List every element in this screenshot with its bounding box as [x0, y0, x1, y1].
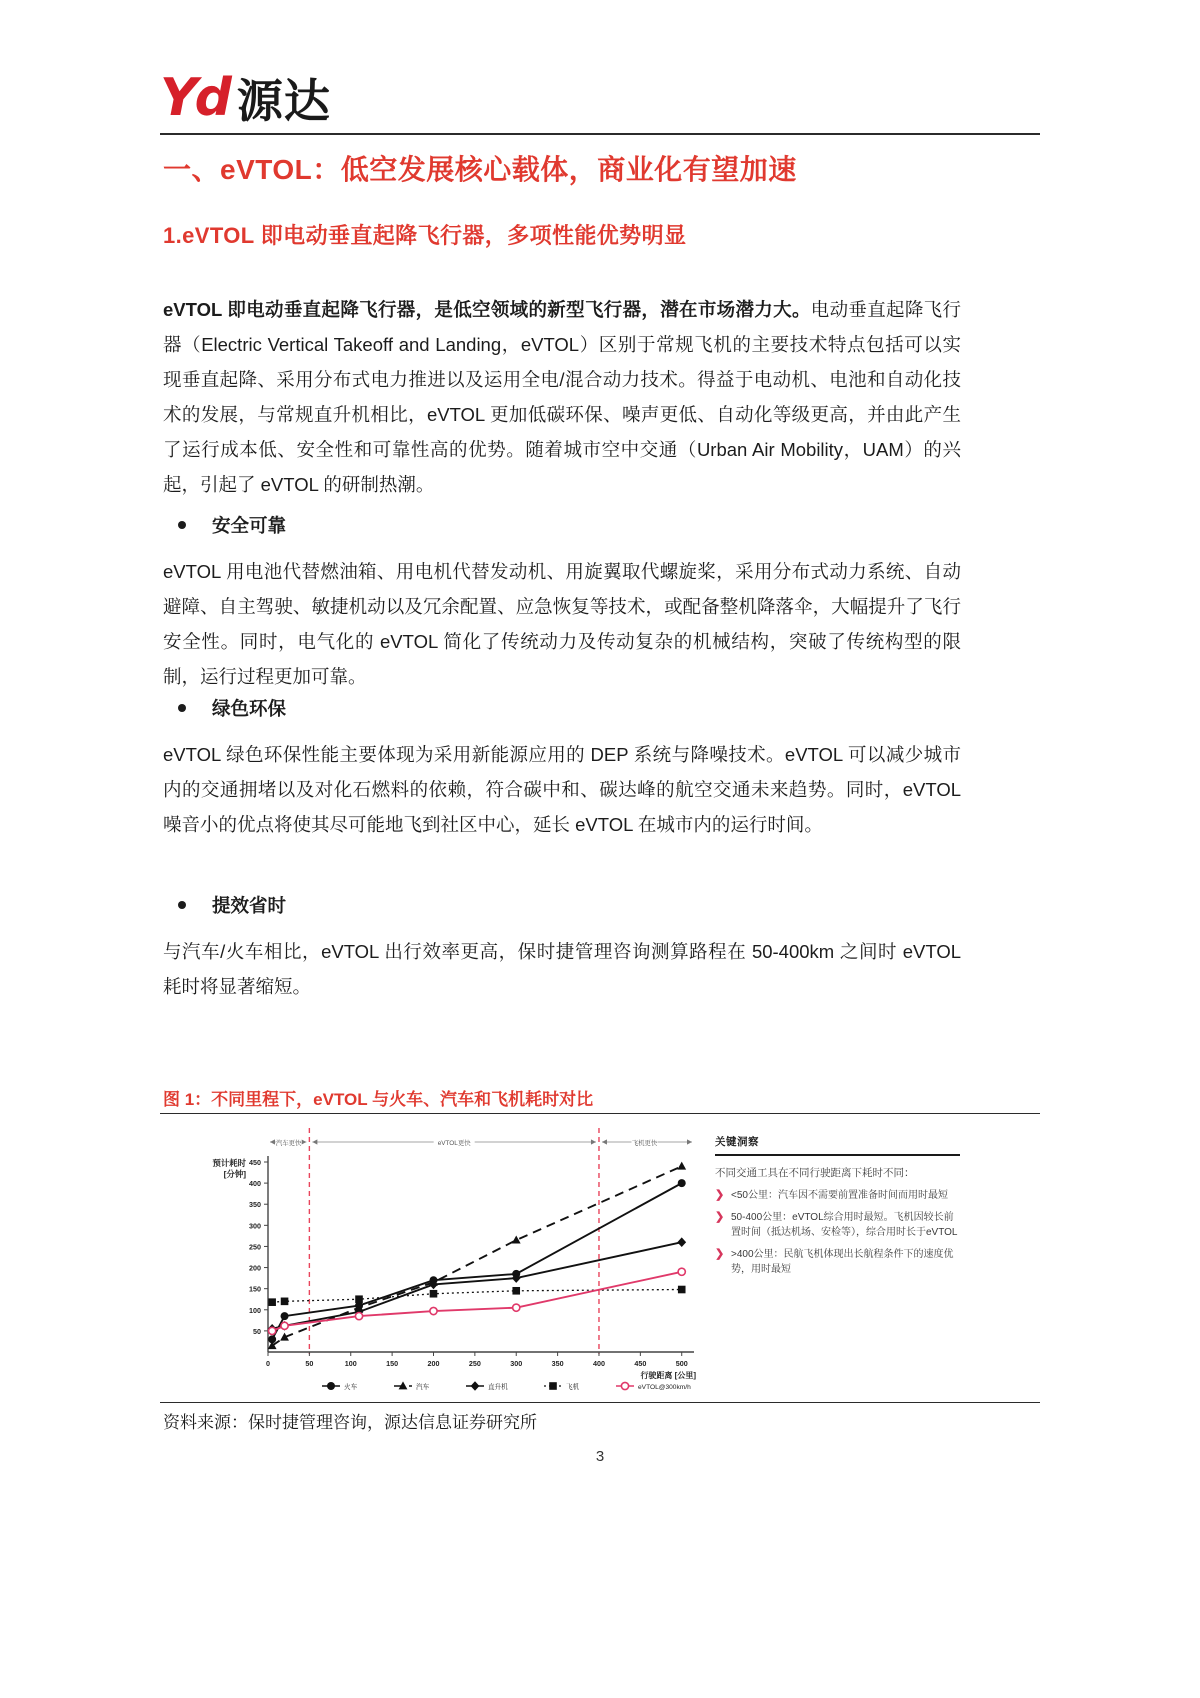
chevron-right-icon: ❯ [715, 1248, 725, 1260]
bullet-dot-icon [178, 901, 186, 909]
insight-intro: 不同交通工具在不同行驶距离下耗时不同： [715, 1167, 915, 1179]
svg-text:400: 400 [592, 1359, 605, 1368]
bullet-dot-icon [178, 521, 186, 529]
svg-text:汽车: 汽车 [416, 1384, 430, 1391]
svg-text:350: 350 [249, 1200, 261, 1210]
bullet-label: 绿色环保 [212, 698, 287, 719]
figure-caption: 图 1：不同里程下，eVTOL 与火车、汽车和飞机耗时对比 [163, 1090, 594, 1109]
insight-item [715, 1188, 963, 1203]
section-body-safety: eVTOL 用电池代替燃油箱、用电机代替发动机、用旋翼取代螺旋桨，采用分布式动力系统、自动避障、自主驾驶、敏捷机动以及冗余配置、应急恢复等技术，或配备整机降落伞，大幅提升了飞行安全性。同时，电气化的 eVTOL 简化了传统动力及传动复杂的机械结构，突破了传统构型的限制，运行过程更加可靠。 [163, 561, 961, 687]
section-heading-1: 一、eVTOL：低空发展核心载体，商业化有望加速 [163, 154, 797, 185]
svg-text:200: 200 [249, 1263, 261, 1273]
bullet-heading-safety [178, 512, 286, 538]
svg-text:eVTOL@300km/h: eVTOL@300km/h [638, 1384, 691, 1391]
svg-text:eVTOL更快: eVTOL更快 [437, 1140, 471, 1147]
svg-text:150: 150 [249, 1284, 261, 1294]
figure-1 [160, 1113, 1040, 1403]
svg-text:行驶距离 [公里]: 行驶距离 [公里] [640, 1371, 696, 1380]
key-insight-panel [715, 1134, 1015, 1284]
svg-text:预计耗时: 预计耗时 [212, 1158, 246, 1168]
page-number: 3 [595, 1448, 605, 1465]
svg-text:汽车更快: 汽车更快 [275, 1140, 302, 1147]
svg-text:350: 350 [551, 1359, 564, 1368]
insight-divider [715, 1154, 960, 1156]
insight-item-text: <50公里：汽车因不需要前置准备时间而用时最短 [731, 1190, 948, 1201]
logo-mark: Yd [160, 68, 229, 128]
svg-text:450: 450 [249, 1158, 261, 1167]
logo-text: 源达 [236, 75, 331, 127]
section-body-efficiency: 与汽车/火车相比，eVTOL 出行效率更高，保时捷管理咨询测算路程在 50-400km 之间时 eVTOL 耗时将显著缩短。 [163, 941, 961, 997]
insight-list [715, 1188, 1015, 1277]
svg-text:250: 250 [249, 1242, 261, 1252]
report-header [160, 62, 1040, 128]
svg-text:250: 250 [468, 1359, 481, 1368]
svg-text:飞机: 飞机 [566, 1384, 580, 1391]
intro-lead: eVTOL 即电动垂直起降飞行器，是低空领域的新型飞行器，潜在市场潜力大。 [163, 299, 811, 320]
svg-text:500: 500 [675, 1359, 688, 1368]
bullet-heading-green [178, 695, 286, 721]
travel-time-line-chart [160, 1114, 720, 1402]
svg-text:[分钟]: [分钟] [223, 1169, 246, 1179]
svg-text:100: 100 [344, 1359, 357, 1368]
svg-text:300: 300 [249, 1221, 261, 1231]
insight-item [715, 1247, 963, 1277]
brand-logo [160, 62, 1040, 128]
figure-source: 资料来源：保时捷管理咨询，源达信息证券研究所 [163, 1413, 537, 1432]
bullet-label: 安全可靠 [212, 515, 287, 536]
svg-text:0: 0 [266, 1359, 270, 1368]
bullet-label: 提效省时 [212, 895, 287, 916]
svg-text:450: 450 [634, 1359, 647, 1368]
insight-title: 关键洞察 [715, 1136, 759, 1148]
insight-item-text: 50-400公里：eVTOL综合用时最短。飞机因较长前置时间（抵达机场、安检等），综合用时长于eVTOL [731, 1212, 958, 1238]
svg-text:飞机更快: 飞机更快 [631, 1140, 658, 1147]
bullet-heading-efficiency [178, 892, 286, 918]
svg-text:火车: 火车 [344, 1384, 358, 1391]
chevron-right-icon: ❯ [715, 1189, 725, 1201]
chevron-right-icon: ❯ [715, 1211, 725, 1223]
svg-text:100: 100 [249, 1305, 261, 1315]
svg-text:直升机: 直升机 [488, 1384, 508, 1391]
svg-text:300: 300 [510, 1359, 523, 1368]
svg-text:50: 50 [253, 1326, 261, 1336]
svg-text:200: 200 [427, 1359, 440, 1368]
section-body-green: eVTOL 绿色环保性能主要体现为采用新能源应用的 DEP 系统与降噪技术。eVTOL 可以减少城市内的交通拥堵以及对化石燃料的依赖，符合碳中和、碳达峰的航空交通未来趋势。同时，eVTOL 噪音小的优点将使其尽可能地飞到社区中心，延长 eVTOL 在城市内的运行时间。 [163, 744, 961, 835]
bullet-dot-icon [178, 704, 186, 712]
intro-paragraph [163, 292, 961, 502]
header-divider [160, 133, 1040, 135]
insight-item [715, 1210, 963, 1240]
svg-text:50: 50 [305, 1359, 314, 1368]
svg-text:150: 150 [386, 1359, 399, 1368]
svg-text:400: 400 [249, 1179, 261, 1189]
section-heading-2: 1.eVTOL 即电动垂直起降飞行器，多项性能优势明显 [163, 223, 687, 248]
insight-item-text: >400公里：民航飞机体现出长航程条件下的速度优势，用时最短 [731, 1249, 954, 1275]
intro-rest: 电动垂直起降飞行器（Electric Vertical Takeoff and Landing，eVTOL）区别于常规飞机的主要技术特点包括可以实现垂直起降、采用分布式电力推进以及运用全电/混合动力技术。得益于电动机、电池和自动化技术的发展，与常规直升机相比，eVTOL 更加低碳环保、噪声更低、自动化等级更高，并由此产生了运行成本低、安全性和可靠性高的优势。随着城市空中交通（Urban Air Mobility，UAM）的兴起，引起了 eVTOL 的研制热潮。 [163, 299, 961, 495]
